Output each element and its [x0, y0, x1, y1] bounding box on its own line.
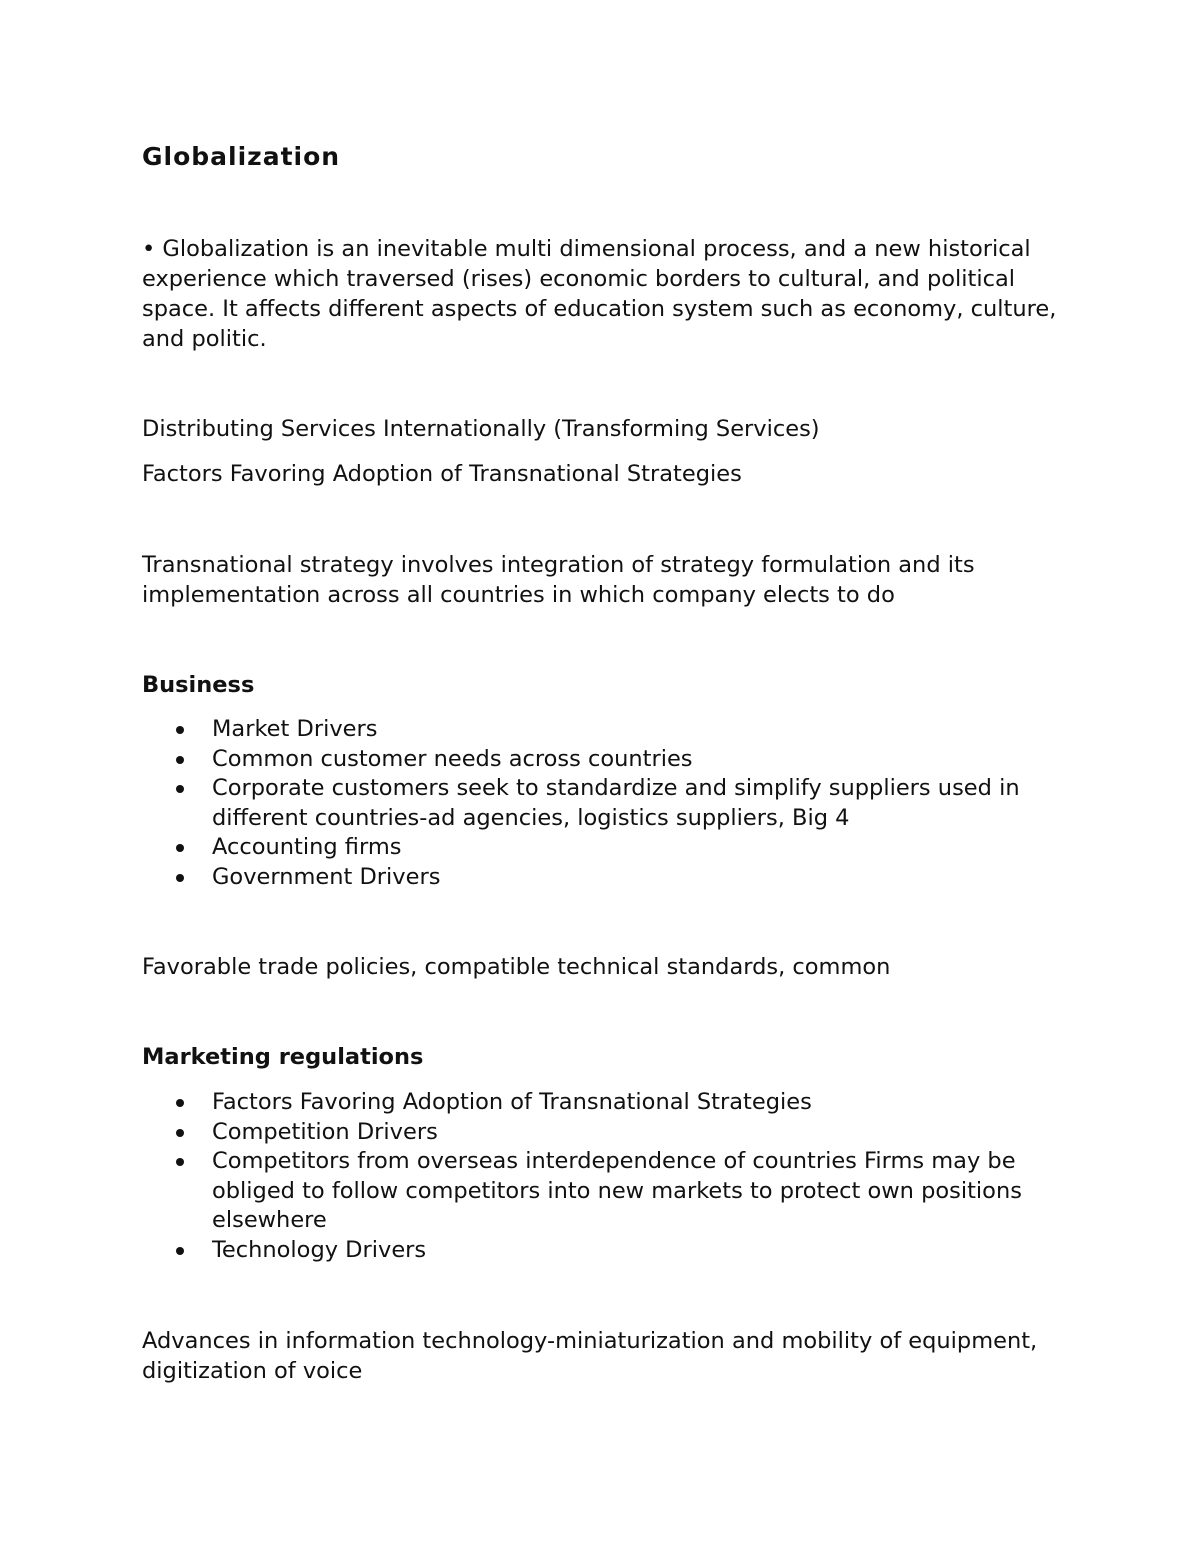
- marketing-regulations-heading: Marketing regulations: [142, 1044, 424, 1070]
- list-item: Common customer needs across countries: [142, 745, 1072, 775]
- bullet-icon: [176, 1247, 184, 1255]
- bullet-icon: [176, 874, 184, 882]
- list-item: Accounting firms: [142, 833, 1072, 863]
- list-item: Competitors from overseas interdependence of countries Firms may be obliged to follow competitors into new markets to protect own positions elsewhere: [142, 1147, 1072, 1236]
- list-item: Factors Favoring Adoption of Transnational Strategies: [142, 1088, 1072, 1118]
- intro-paragraph: • Globalization is an inevitable multi dimensional process, and a new historical experience which traversed (rises) economic borders to cultural, and political space. It affects different aspects of education system such as economy, culture, and politic.: [142, 236, 1057, 352]
- list-item: Corporate customers seek to standardize and simplify suppliers used in different countries-ad agencies, logistics suppliers, Big 4: [142, 774, 1072, 833]
- bullet-icon: [176, 1129, 184, 1137]
- favorable-policies-line: Favorable trade policies, compatible technical standards, common: [142, 954, 891, 980]
- factors-favoring-line: Factors Favoring Adoption of Transnational Strategies: [142, 461, 742, 487]
- list-item: Technology Drivers: [142, 1236, 1072, 1266]
- advances-paragraph: Advances in information technology-miniaturization and mobility of equipment, digitization of voice: [142, 1328, 1038, 1384]
- bullet-icon: [176, 756, 184, 764]
- transnational-paragraph: Transnational strategy involves integration of strategy formulation and its implementation across all countries in which company elects to do: [142, 552, 975, 608]
- list-item: Government Drivers: [142, 863, 1072, 893]
- bullet-icon: [176, 1099, 184, 1107]
- distributing-services-line: Distributing Services Internationally (Transforming Services): [142, 416, 820, 442]
- bullet-icon: [176, 726, 184, 734]
- business-heading: Business: [142, 672, 255, 698]
- bullet-icon: [176, 844, 184, 852]
- bullet-icon: [176, 1158, 184, 1166]
- document-title: Globalization: [142, 142, 341, 171]
- marketing-list: [142, 1088, 1072, 1265]
- list-item: Market Drivers: [142, 715, 1072, 745]
- bullet-icon: [176, 785, 184, 793]
- business-list: [142, 715, 1072, 892]
- list-item: Competition Drivers: [142, 1118, 1072, 1148]
